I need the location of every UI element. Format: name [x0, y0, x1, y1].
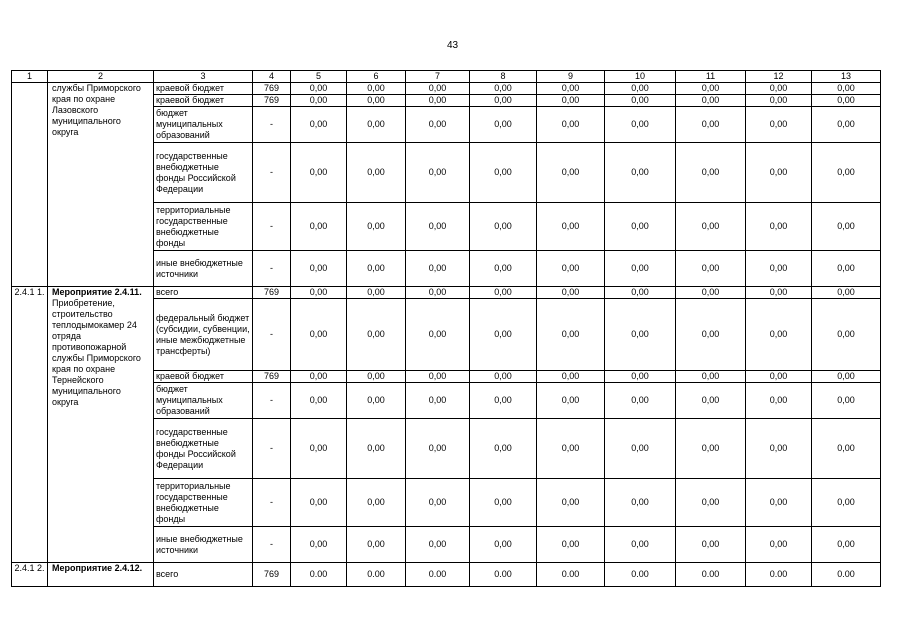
amount-cell: 0.00 — [406, 563, 470, 587]
page-number: 43 — [446, 40, 459, 51]
amount-cell: 0,00 — [291, 299, 347, 371]
amount-cell: 0,00 — [537, 251, 605, 287]
funding-source: федеральный бюджет (субсидии, субвенции, иные межбюджетные трансферты) — [154, 299, 253, 371]
amount-cell: 0,00 — [291, 83, 347, 95]
amount-cell: 0,00 — [746, 479, 812, 527]
amount-cell: 0,00 — [347, 143, 406, 203]
amount-cell: 0,00 — [746, 107, 812, 143]
item-description — [48, 563, 154, 587]
amount-cell: 0,00 — [406, 419, 470, 479]
amount-cell: 0,00 — [812, 527, 881, 563]
amount-cell: 0,00 — [605, 143, 676, 203]
amount-cell: 0,00 — [406, 143, 470, 203]
budget-code: - — [253, 251, 291, 287]
item-text: службы Приморского края по охране Лазовского муниципального округа — [52, 83, 141, 137]
amount-cell: 0,00 — [605, 299, 676, 371]
amount-cell: 0,00 — [676, 527, 746, 563]
amount-cell: 0,00 — [746, 419, 812, 479]
amount-cell: 0,00 — [746, 527, 812, 563]
amount-cell: 0,00 — [812, 143, 881, 203]
amount-cell: 0,00 — [470, 419, 537, 479]
amount-cell: 0,00 — [746, 383, 812, 419]
budget-code: - — [253, 107, 291, 143]
amount-cell: 0,00 — [676, 299, 746, 371]
amount-cell: 0,00 — [406, 479, 470, 527]
amount-cell: 0,00 — [291, 419, 347, 479]
amount-cell: 0,00 — [605, 83, 676, 95]
amount-cell: 0,00 — [470, 95, 537, 107]
funding-source: всего — [154, 563, 253, 587]
amount-cell: 0,00 — [812, 479, 881, 527]
item-description — [48, 83, 154, 287]
amount-cell: 0,00 — [746, 143, 812, 203]
amount-cell: 0,00 — [676, 479, 746, 527]
amount-cell: 0,00 — [812, 251, 881, 287]
amount-cell: 0,00 — [347, 299, 406, 371]
budget-code: - — [253, 143, 291, 203]
funding-source: государственные внебюджетные фонды Российской Федерации — [154, 419, 253, 479]
amount-cell: 0,00 — [812, 203, 881, 251]
table-row — [12, 563, 881, 587]
header-row — [12, 71, 881, 83]
amount-cell: 0,00 — [676, 95, 746, 107]
amount-cell: 0,00 — [812, 107, 881, 143]
amount-cell: 0,00 — [746, 203, 812, 251]
amount-cell: 0,00 — [537, 299, 605, 371]
budget-code: 769 — [253, 563, 291, 587]
funding-source: бюджет муниципальных образований — [154, 383, 253, 419]
funding-source: краевой бюджет — [154, 95, 253, 107]
amount-cell: 0,00 — [605, 203, 676, 251]
amount-cell: 0,00 — [291, 527, 347, 563]
table-body — [12, 71, 881, 587]
amount-cell: 0,00 — [470, 251, 537, 287]
amount-cell: 0,00 — [347, 251, 406, 287]
amount-cell: 0,00 — [470, 203, 537, 251]
funding-source: всего — [154, 287, 253, 299]
item-description — [48, 287, 154, 563]
amount-cell: 0,00 — [291, 203, 347, 251]
amount-cell: 0,00 — [605, 419, 676, 479]
amount-cell: 0,00 — [470, 527, 537, 563]
amount-cell: 0,00 — [746, 299, 812, 371]
amount-cell: 0,00 — [812, 383, 881, 419]
amount-cell: 0,00 — [537, 383, 605, 419]
amount-cell: 0,00 — [676, 419, 746, 479]
amount-cell: 0,00 — [406, 203, 470, 251]
item-number: 2.4.1 2. — [12, 563, 48, 587]
amount-cell: 0,00 — [406, 527, 470, 563]
amount-cell: 0,00 — [676, 251, 746, 287]
amount-cell: 0,00 — [605, 251, 676, 287]
column-header: 13 — [812, 71, 881, 83]
amount-cell: 0,00 — [605, 383, 676, 419]
amount-cell: 0,00 — [605, 527, 676, 563]
amount-cell: 0,00 — [470, 479, 537, 527]
amount-cell: 0,00 — [470, 383, 537, 419]
budget-code: - — [253, 299, 291, 371]
budget-code: - — [253, 527, 291, 563]
amount-cell: 0.00 — [676, 563, 746, 587]
amount-cell: 0,00 — [605, 287, 676, 299]
amount-cell: 0,00 — [676, 383, 746, 419]
column-header: 12 — [746, 71, 812, 83]
amount-cell: 0,00 — [746, 371, 812, 383]
column-header: 4 — [253, 71, 291, 83]
amount-cell: 0,00 — [291, 107, 347, 143]
column-header: 2 — [48, 71, 154, 83]
amount-cell: 0,00 — [746, 251, 812, 287]
item-number — [12, 83, 48, 287]
amount-cell: 0,00 — [746, 95, 812, 107]
funding-source: краевой бюджет — [154, 83, 253, 95]
column-header: 11 — [676, 71, 746, 83]
budget-table — [11, 70, 881, 587]
budget-code: - — [253, 419, 291, 479]
amount-cell: 0,00 — [291, 383, 347, 419]
amount-cell: 0,00 — [406, 251, 470, 287]
amount-cell: 0,00 — [812, 371, 881, 383]
amount-cell: 0,00 — [470, 143, 537, 203]
amount-cell: 0,00 — [746, 83, 812, 95]
column-header: 3 — [154, 71, 253, 83]
amount-cell: 0,00 — [605, 371, 676, 383]
funding-source: государственные внебюджетные фонды Российской Федерации — [154, 143, 253, 203]
amount-cell: 0,00 — [291, 95, 347, 107]
column-header: 9 — [537, 71, 605, 83]
amount-cell: 0,00 — [676, 287, 746, 299]
item-number: 2.4.1 1. — [12, 287, 48, 563]
amount-cell: 0,00 — [347, 95, 406, 107]
amount-cell: 0,00 — [347, 383, 406, 419]
amount-cell: 0,00 — [347, 371, 406, 383]
amount-cell: 0,00 — [812, 419, 881, 479]
budget-code: 769 — [253, 83, 291, 95]
amount-cell: 0,00 — [291, 143, 347, 203]
item-title: Мероприятие 2.4.11. — [52, 287, 142, 297]
column-header: 7 — [406, 71, 470, 83]
amount-cell: 0,00 — [406, 371, 470, 383]
amount-cell: 0,00 — [406, 95, 470, 107]
amount-cell: 0,00 — [537, 371, 605, 383]
amount-cell: 0,00 — [470, 83, 537, 95]
amount-cell: 0,00 — [470, 371, 537, 383]
amount-cell: 0,00 — [676, 83, 746, 95]
budget-code: 769 — [253, 95, 291, 107]
amount-cell: 0,00 — [406, 299, 470, 371]
amount-cell: 0.00 — [746, 563, 812, 587]
budget-code: - — [253, 383, 291, 419]
amount-cell: 0,00 — [812, 83, 881, 95]
amount-cell: 0,00 — [537, 527, 605, 563]
amount-cell: 0,00 — [291, 251, 347, 287]
amount-cell: 0,00 — [406, 107, 470, 143]
column-header: 10 — [605, 71, 676, 83]
funding-source: бюджет муниципальных образований — [154, 107, 253, 143]
amount-cell: 0,00 — [537, 83, 605, 95]
amount-cell: 0,00 — [291, 479, 347, 527]
amount-cell: 0,00 — [676, 371, 746, 383]
amount-cell: 0,00 — [470, 107, 537, 143]
amount-cell: 0,00 — [812, 287, 881, 299]
amount-cell: 0.00 — [470, 563, 537, 587]
amount-cell: 0,00 — [347, 479, 406, 527]
funding-source: территориальные государственные внебюджетные фонды — [154, 479, 253, 527]
funding-source: иные внебюджетные источники — [154, 527, 253, 563]
amount-cell: 0.00 — [291, 563, 347, 587]
budget-code: - — [253, 203, 291, 251]
amount-cell: 0,00 — [347, 527, 406, 563]
amount-cell: 0,00 — [347, 107, 406, 143]
amount-cell: 0,00 — [347, 287, 406, 299]
amount-cell: 0,00 — [605, 107, 676, 143]
amount-cell: 0.00 — [537, 563, 605, 587]
amount-cell: 0,00 — [347, 83, 406, 95]
funding-source: территориальные государственные внебюджетные фонды — [154, 203, 253, 251]
table-row — [12, 287, 881, 299]
amount-cell: 0,00 — [291, 287, 347, 299]
column-header: 6 — [347, 71, 406, 83]
amount-cell: 0.00 — [812, 563, 881, 587]
item-title: Мероприятие 2.4.12. — [52, 563, 143, 573]
amount-cell: 0,00 — [605, 95, 676, 107]
funding-source: краевой бюджет — [154, 371, 253, 383]
amount-cell: 0,00 — [347, 203, 406, 251]
budget-code: 769 — [253, 287, 291, 299]
amount-cell: 0,00 — [676, 107, 746, 143]
amount-cell: 0,00 — [406, 83, 470, 95]
amount-cell: 0,00 — [746, 287, 812, 299]
amount-cell: 0,00 — [537, 203, 605, 251]
amount-cell: 0,00 — [605, 479, 676, 527]
amount-cell: 0,00 — [537, 107, 605, 143]
amount-cell: 0,00 — [537, 95, 605, 107]
column-header: 8 — [470, 71, 537, 83]
amount-cell: 0,00 — [537, 419, 605, 479]
amount-cell: 0,00 — [470, 299, 537, 371]
amount-cell: 0,00 — [676, 203, 746, 251]
amount-cell: 0,00 — [812, 95, 881, 107]
budget-code: - — [253, 479, 291, 527]
amount-cell: 0,00 — [470, 287, 537, 299]
amount-cell: 0,00 — [812, 299, 881, 371]
amount-cell: 0,00 — [406, 287, 470, 299]
amount-cell: 0,00 — [537, 479, 605, 527]
amount-cell: 0.00 — [605, 563, 676, 587]
column-header: 5 — [291, 71, 347, 83]
amount-cell: 0,00 — [406, 383, 470, 419]
column-header: 1 — [12, 71, 48, 83]
amount-cell: 0,00 — [537, 287, 605, 299]
amount-cell: 0,00 — [347, 419, 406, 479]
amount-cell: 0,00 — [537, 143, 605, 203]
funding-source: иные внебюджетные источники — [154, 251, 253, 287]
amount-cell: 0.00 — [347, 563, 406, 587]
budget-code: 769 — [253, 371, 291, 383]
item-text: Приобретение, строительство теплодымокамер 24 отряда противопожарной службы Приморского края по охране Тернейского муниципального округа — [52, 298, 141, 407]
table-row — [12, 83, 881, 95]
amount-cell: 0,00 — [291, 371, 347, 383]
amount-cell: 0,00 — [676, 143, 746, 203]
